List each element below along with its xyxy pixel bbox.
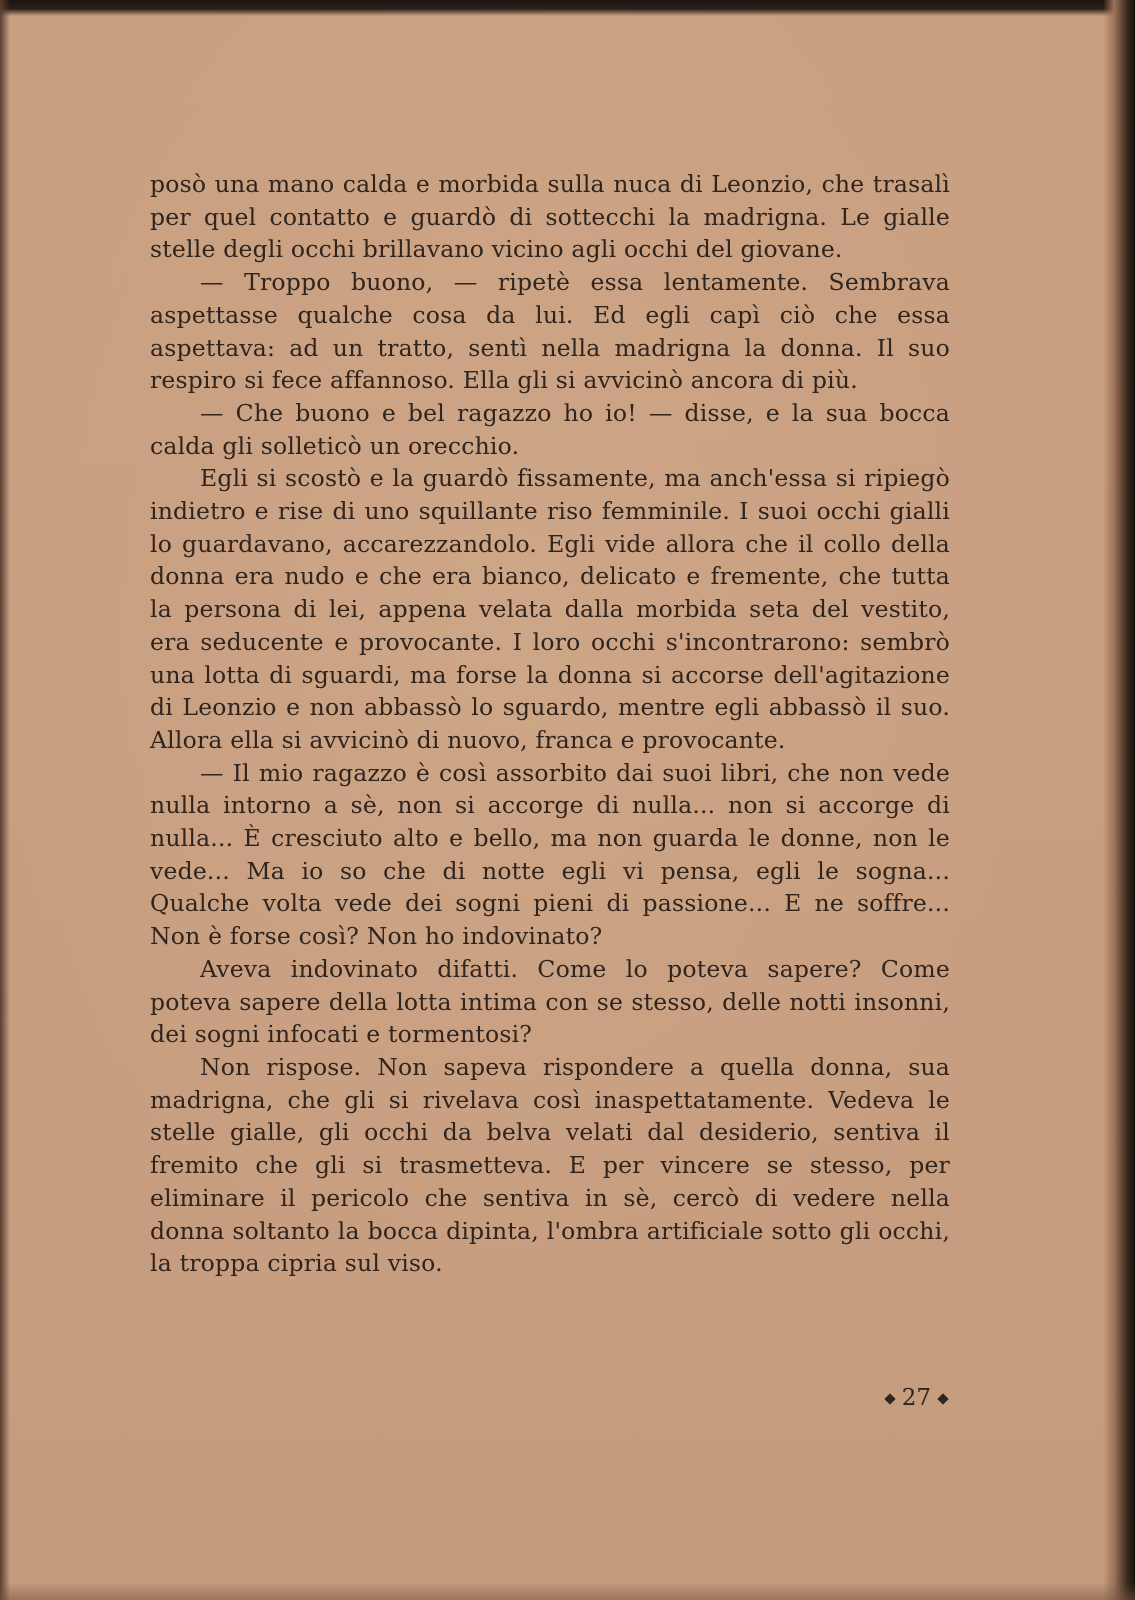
paragraph: posò una mano calda e morbida sulla nuca di Leonzio, che trasalì per quel contatto e guardò di sottecchi la madrigna. Le gialle stelle degli occhi brillavano vicino agli occhi del giovane. bbox=[150, 170, 950, 264]
page-binding-edge bbox=[1103, 0, 1135, 1600]
paragraph: — Che buono e bel ragazzo ho io! — disse, e la sua bocca calda gli solleticò un orecchio. bbox=[150, 398, 950, 460]
paragraph: — Troppo buono, — ripetè essa lentamente. Sembrava aspettasse qualche cosa da lui. Ed egli capì ciò che essa aspettava: ad un tratto, sentì nella madrigna la donna. Il suo respiro si fece affannoso. Ella gli si avvicinò ancora di più. bbox=[150, 268, 950, 395]
paragraph: Non rispose. Non sapeva rispondere a quella donna, sua madrigna, che gli si rivelava così inaspettatamente. Vedeva le stelle gialle, gli occhi da belva velati dal desiderio, sentiva il fremito che gli si trasmetteva. E per vincere se stesso, per eliminare il pericolo che sentiva in sè, cercò di vedere nella donna soltanto la bocca dipinta, l'ombra artificiale sotto gli occhi, la troppa cipria sul viso. bbox=[150, 1052, 950, 1278]
page-number: 27 bbox=[901, 1385, 931, 1411]
paragraph: — Il mio ragazzo è così assorbito dai suoi libri, che non vede nulla intorno a sè, non si accorge di nulla... non si accorge di nulla... È cresciuto alto e bello, ma non guarda le donne, non le vede... Ma io so che di notte egli vi pensa, egli le sogna... Qualche volta vede dei sogni pieni di passione... E ne soffre... Non è forse così? Non ho indovinato? bbox=[150, 758, 950, 951]
page-bottom-edge bbox=[0, 1582, 1135, 1600]
diamond-ornament-icon bbox=[884, 1393, 895, 1404]
diamond-ornament-icon bbox=[937, 1393, 948, 1404]
page-left-edge bbox=[0, 0, 10, 1600]
page-number-footer bbox=[878, 1385, 955, 1411]
paragraph: Egli si scostò e la guardò fissamente, ma anch'essa si ripiegò indietro e rise di uno squillante riso femminile. I suoi occhi gialli lo guardavano, accarezzandolo. Egli vide allora che il collo della donna era nudo e che era bianco, delicato e fremente, che tutta la persona di lei, appena velata dalla morbida seta del vestito, era seducente e provocante. I loro occhi s'incontrarono: sembrò una lotta di sguardi, ma forse la donna si accorse dell'agitazione di Leonzio e non abbassò lo sguardo, mentre egli abbassò il suo. Allora ella si avvicinò di nuovo, franca e provocante. bbox=[150, 464, 950, 754]
body-text bbox=[150, 168, 950, 1280]
page-top-edge bbox=[0, 0, 1135, 16]
paragraph: Aveva indovinato difatti. Come lo poteva sapere? Come poteva sapere della lotta intima con se stesso, delle notti insonni, dei sogni infocati e tormentosi? bbox=[150, 954, 950, 1049]
